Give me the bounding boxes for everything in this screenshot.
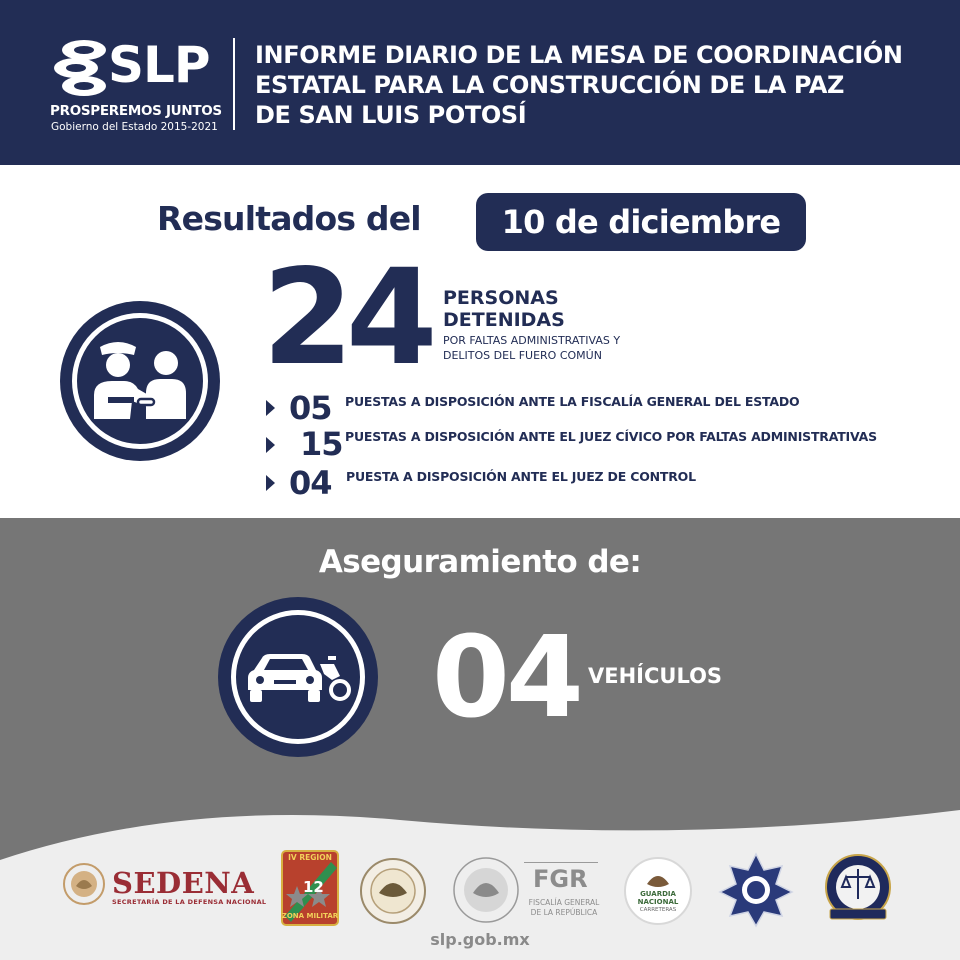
website-url[interactable]: slp.gob.mx — [430, 930, 530, 949]
detained-subtitle — [443, 333, 663, 363]
breakdown-text: PUESTAS A DISPOSICIÓN ANTE EL JUEZ CÍVICO POR FALTAS ADMINISTRATIVAS — [345, 429, 877, 444]
logo-wordmark: SLP — [108, 36, 210, 94]
police-star-icon — [718, 852, 794, 928]
fgr-subtitle-line: FISCALÍA GENERAL — [528, 898, 600, 907]
fgr-subtitle-line: DE LA REPÚBLICA — [530, 908, 598, 917]
detained-title — [443, 287, 565, 331]
detained-title-line: PERSONAS — [443, 287, 559, 309]
bullet-arrow-icon — [266, 437, 275, 453]
report-title-line: ESTATAL PARA LA CONSTRUCCIÓN DE LA PAZ — [255, 71, 845, 99]
logo-tagline: PROSPEREMOS JUNTOS — [50, 103, 222, 119]
breakdown-count: 04 — [289, 464, 332, 502]
header-divider — [233, 38, 235, 130]
bullet-arrow-icon — [266, 400, 275, 416]
mexico-seal-icon — [62, 862, 106, 906]
detained-title-line: DETENIDAS — [443, 309, 565, 331]
detained-subtitle-line: POR FALTAS ADMINISTRATIVAS Y — [443, 334, 621, 347]
region-badge-bottom: ZONA MILITAR — [281, 912, 339, 920]
breakdown-count: 05 — [289, 389, 332, 427]
detained-person-icon — [90, 337, 190, 423]
vehicle-count: 04 — [432, 613, 580, 743]
guardia-carreteras-line: NACIONAL — [637, 898, 679, 906]
mexican-state-seal-icon — [451, 855, 521, 925]
fgr-logo: FGR — [533, 865, 588, 893]
header-banner — [0, 0, 960, 165]
logo-subline: Gobierno del Estado 2015-2021 — [51, 121, 218, 133]
report-title — [255, 40, 935, 130]
vehicle-label: VEHÍCULOS — [588, 664, 723, 688]
car-motorcycle-icon — [244, 650, 354, 708]
guardia-carreteras-line: CARRETERAS — [639, 907, 677, 913]
detained-total: 24 — [262, 241, 430, 395]
seizure-title: Aseguramiento de: — [318, 544, 642, 580]
fgr-subtitle — [524, 898, 604, 918]
fiscalia-estado-seal-icon — [820, 853, 896, 925]
date-badge: 10 de diciembre — [476, 193, 806, 251]
sedena-logo: SEDENA — [112, 866, 255, 900]
slp-logo-icon — [50, 38, 110, 98]
region-badge-top: IV REGION — [288, 853, 332, 862]
report-title-line: DE SAN LUIS POTOSÍ — [255, 101, 527, 129]
breakdown-text: PUESTA A DISPOSICIÓN ANTE EL JUEZ DE CONTROL — [346, 469, 696, 484]
guardia-nacional-seal-icon — [359, 857, 427, 925]
results-label: Resultados del — [157, 199, 421, 238]
breakdown-text: PUESTAS A DISPOSICIÓN ANTE LA FISCALÍA GENERAL DEL ESTADO — [345, 394, 800, 409]
breakdown-count: 15 — [300, 425, 343, 463]
bullet-arrow-icon — [266, 475, 275, 491]
guardia-carreteras-line: GUARDIA — [640, 890, 676, 898]
region-badge-number: 12 — [303, 878, 324, 896]
sedena-subtitle: SECRETARÍA DE LA DEFENSA NACIONAL — [112, 898, 267, 906]
guardia-carreteras-text — [628, 890, 688, 914]
detained-subtitle-line: DELITOS DEL FUERO COMÚN — [443, 349, 602, 362]
fgr-top-rule — [524, 862, 598, 863]
report-title-line: INFORME DIARIO DE LA MESA DE COORDINACIÓN — [255, 41, 903, 69]
